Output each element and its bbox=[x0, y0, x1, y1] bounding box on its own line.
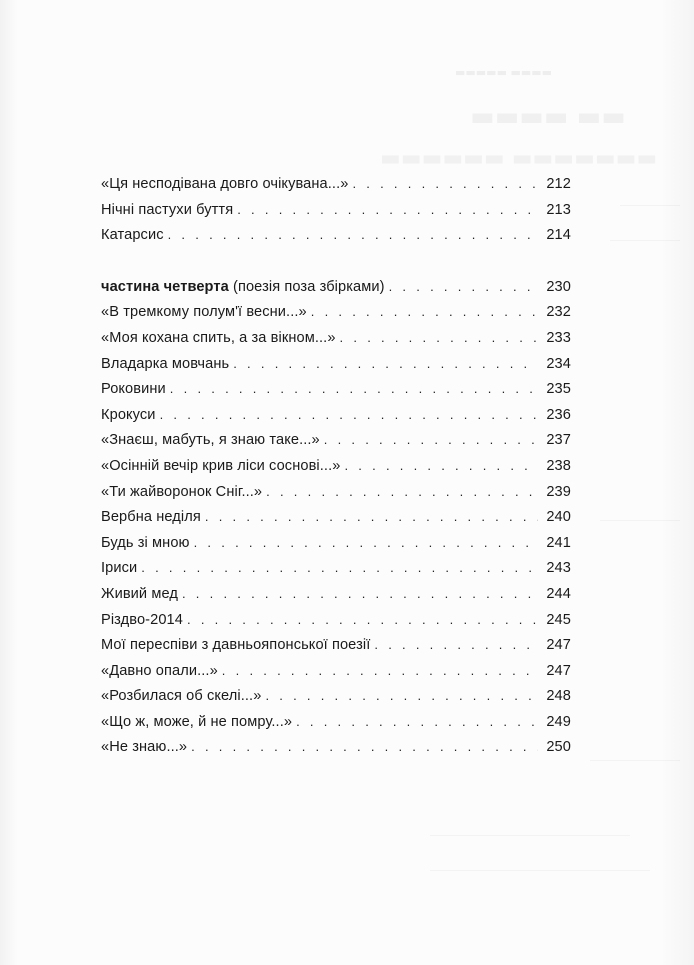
toc-entry bbox=[101, 714, 571, 740]
toc-entry-page: 213 bbox=[546, 201, 571, 218]
dot-leader bbox=[191, 739, 538, 754]
dot-leader bbox=[266, 484, 538, 499]
toc-entry-page: 236 bbox=[546, 406, 571, 423]
bleed-through-text: ▬▬▬▬▬ ▬▬▬▬ bbox=[455, 66, 553, 79]
toc-entry bbox=[101, 509, 571, 535]
toc-entry-title: Будь зі мною bbox=[101, 534, 190, 551]
toc-entry-title: «Осінній вечір крив ліси соснові...» bbox=[101, 457, 341, 474]
toc-entry-page: 212 bbox=[546, 176, 571, 192]
toc-entry-title: Вербна неділя bbox=[101, 509, 201, 526]
dot-leader bbox=[265, 688, 538, 703]
toc-entry bbox=[101, 612, 571, 638]
toc-entry-page: 235 bbox=[546, 381, 571, 398]
dot-leader bbox=[344, 458, 538, 473]
dot-leader bbox=[374, 637, 538, 652]
dot-leader bbox=[352, 176, 538, 191]
toc-entry-title: «Що ж, може, й не помру...» bbox=[101, 713, 293, 730]
toc-entry-title: «Розбилася об скелі...» bbox=[101, 688, 262, 705]
dot-leader bbox=[182, 586, 538, 601]
bleed-through-line bbox=[620, 205, 680, 206]
bleed-through-line bbox=[430, 835, 630, 836]
toc-entry bbox=[101, 202, 571, 228]
toc-entry-page: 249 bbox=[546, 713, 571, 730]
dot-leader bbox=[170, 381, 539, 396]
toc-entry-page: 248 bbox=[546, 688, 571, 705]
toc-entry-page: 234 bbox=[546, 355, 571, 372]
dot-leader bbox=[389, 279, 539, 294]
dot-leader bbox=[233, 356, 538, 371]
toc-entry-page: 245 bbox=[546, 611, 571, 628]
table-of-contents bbox=[101, 176, 571, 765]
toc-part-heading bbox=[101, 279, 571, 305]
toc-entry bbox=[101, 356, 571, 382]
toc-entry-title: «Не знаю...» bbox=[101, 739, 188, 756]
bleed-through-line bbox=[600, 520, 680, 521]
toc-entry-page: 230 bbox=[546, 278, 571, 295]
toc-entry-title: «Давно опали...» bbox=[101, 662, 218, 679]
toc-entry-title: Мої переспіви з давньояпонської поезії bbox=[101, 637, 371, 654]
toc-entry bbox=[101, 381, 571, 407]
dot-leader bbox=[311, 304, 539, 319]
toc-entry-page: 232 bbox=[546, 304, 571, 321]
dot-leader bbox=[194, 535, 539, 550]
toc-entry-page: 250 bbox=[546, 739, 571, 756]
dot-leader bbox=[222, 663, 539, 678]
toc-entry bbox=[101, 535, 571, 561]
part-heading-title bbox=[101, 279, 385, 295]
bleed-through-line bbox=[610, 240, 680, 241]
toc-entry-page: 240 bbox=[546, 509, 571, 526]
toc-entry bbox=[101, 484, 571, 510]
bleed-through-line bbox=[590, 760, 680, 761]
toc-entry bbox=[101, 688, 571, 714]
dot-leader bbox=[187, 612, 538, 627]
toc-entry-title: Владарка мовчань bbox=[101, 355, 230, 372]
toc-entry-title: Нічні пастухи буття bbox=[101, 201, 234, 218]
dot-leader bbox=[205, 509, 538, 524]
dot-leader bbox=[340, 330, 539, 345]
dot-leader bbox=[324, 432, 539, 447]
toc-entry-title: Роковини bbox=[101, 381, 166, 398]
toc-entry bbox=[101, 304, 571, 330]
toc-entry bbox=[101, 637, 571, 663]
toc-entry-title: Крокуси bbox=[101, 406, 156, 423]
toc-entry bbox=[101, 227, 571, 253]
toc-entry-title: «Знаєш, мабуть, я знаю таке...» bbox=[101, 432, 320, 449]
toc-entry bbox=[101, 560, 571, 586]
toc-entry-title: Різдво-2014 bbox=[101, 611, 183, 628]
toc-entry-page: 247 bbox=[546, 637, 571, 654]
toc-entry bbox=[101, 407, 571, 433]
toc-entry-page: 241 bbox=[546, 534, 571, 551]
toc-entry-page: 238 bbox=[546, 457, 571, 474]
toc-entry-page: 214 bbox=[546, 227, 571, 244]
dot-leader bbox=[237, 202, 538, 217]
toc-entry-title: Іриси bbox=[101, 560, 138, 577]
toc-entry bbox=[101, 586, 571, 612]
bleed-through-line bbox=[430, 870, 650, 871]
dot-leader bbox=[296, 714, 538, 729]
toc-entry-title: «Моя кохана спить, а за вікном...» bbox=[101, 329, 336, 346]
dot-leader bbox=[168, 227, 539, 242]
toc-entry-page: 239 bbox=[546, 483, 571, 500]
toc-entry bbox=[101, 739, 571, 765]
toc-entry-page: 244 bbox=[546, 585, 571, 602]
dot-leader bbox=[160, 407, 539, 422]
toc-entry bbox=[101, 176, 571, 202]
toc-entry bbox=[101, 330, 571, 356]
toc-entry-page: 233 bbox=[546, 329, 571, 346]
dot-leader bbox=[141, 560, 538, 575]
toc-entry-title: «В тремкому полум'ї весни...» bbox=[101, 304, 307, 321]
toc-entry-title: Катарсис bbox=[101, 227, 164, 244]
toc-entry-title: «Ти жайворонок Сніг...» bbox=[101, 483, 263, 500]
bleed-through-text bbox=[470, 102, 626, 132]
toc-entry bbox=[101, 432, 571, 458]
toc-entry-page: 247 bbox=[546, 662, 571, 679]
bleed-through-text bbox=[380, 146, 657, 171]
part-heading-subtitle: (поезія поза збірками) bbox=[228, 278, 385, 295]
toc-entry-title: «Ця несподівана довго очікувана...» bbox=[101, 176, 349, 192]
toc-entry-page: 237 bbox=[546, 432, 571, 449]
toc-entry-title: Живий мед bbox=[101, 585, 178, 602]
toc-entry bbox=[101, 663, 571, 689]
toc-entry-page: 243 bbox=[546, 560, 571, 577]
part-heading-bold: частина четверта bbox=[101, 278, 229, 295]
toc-entry bbox=[101, 458, 571, 484]
